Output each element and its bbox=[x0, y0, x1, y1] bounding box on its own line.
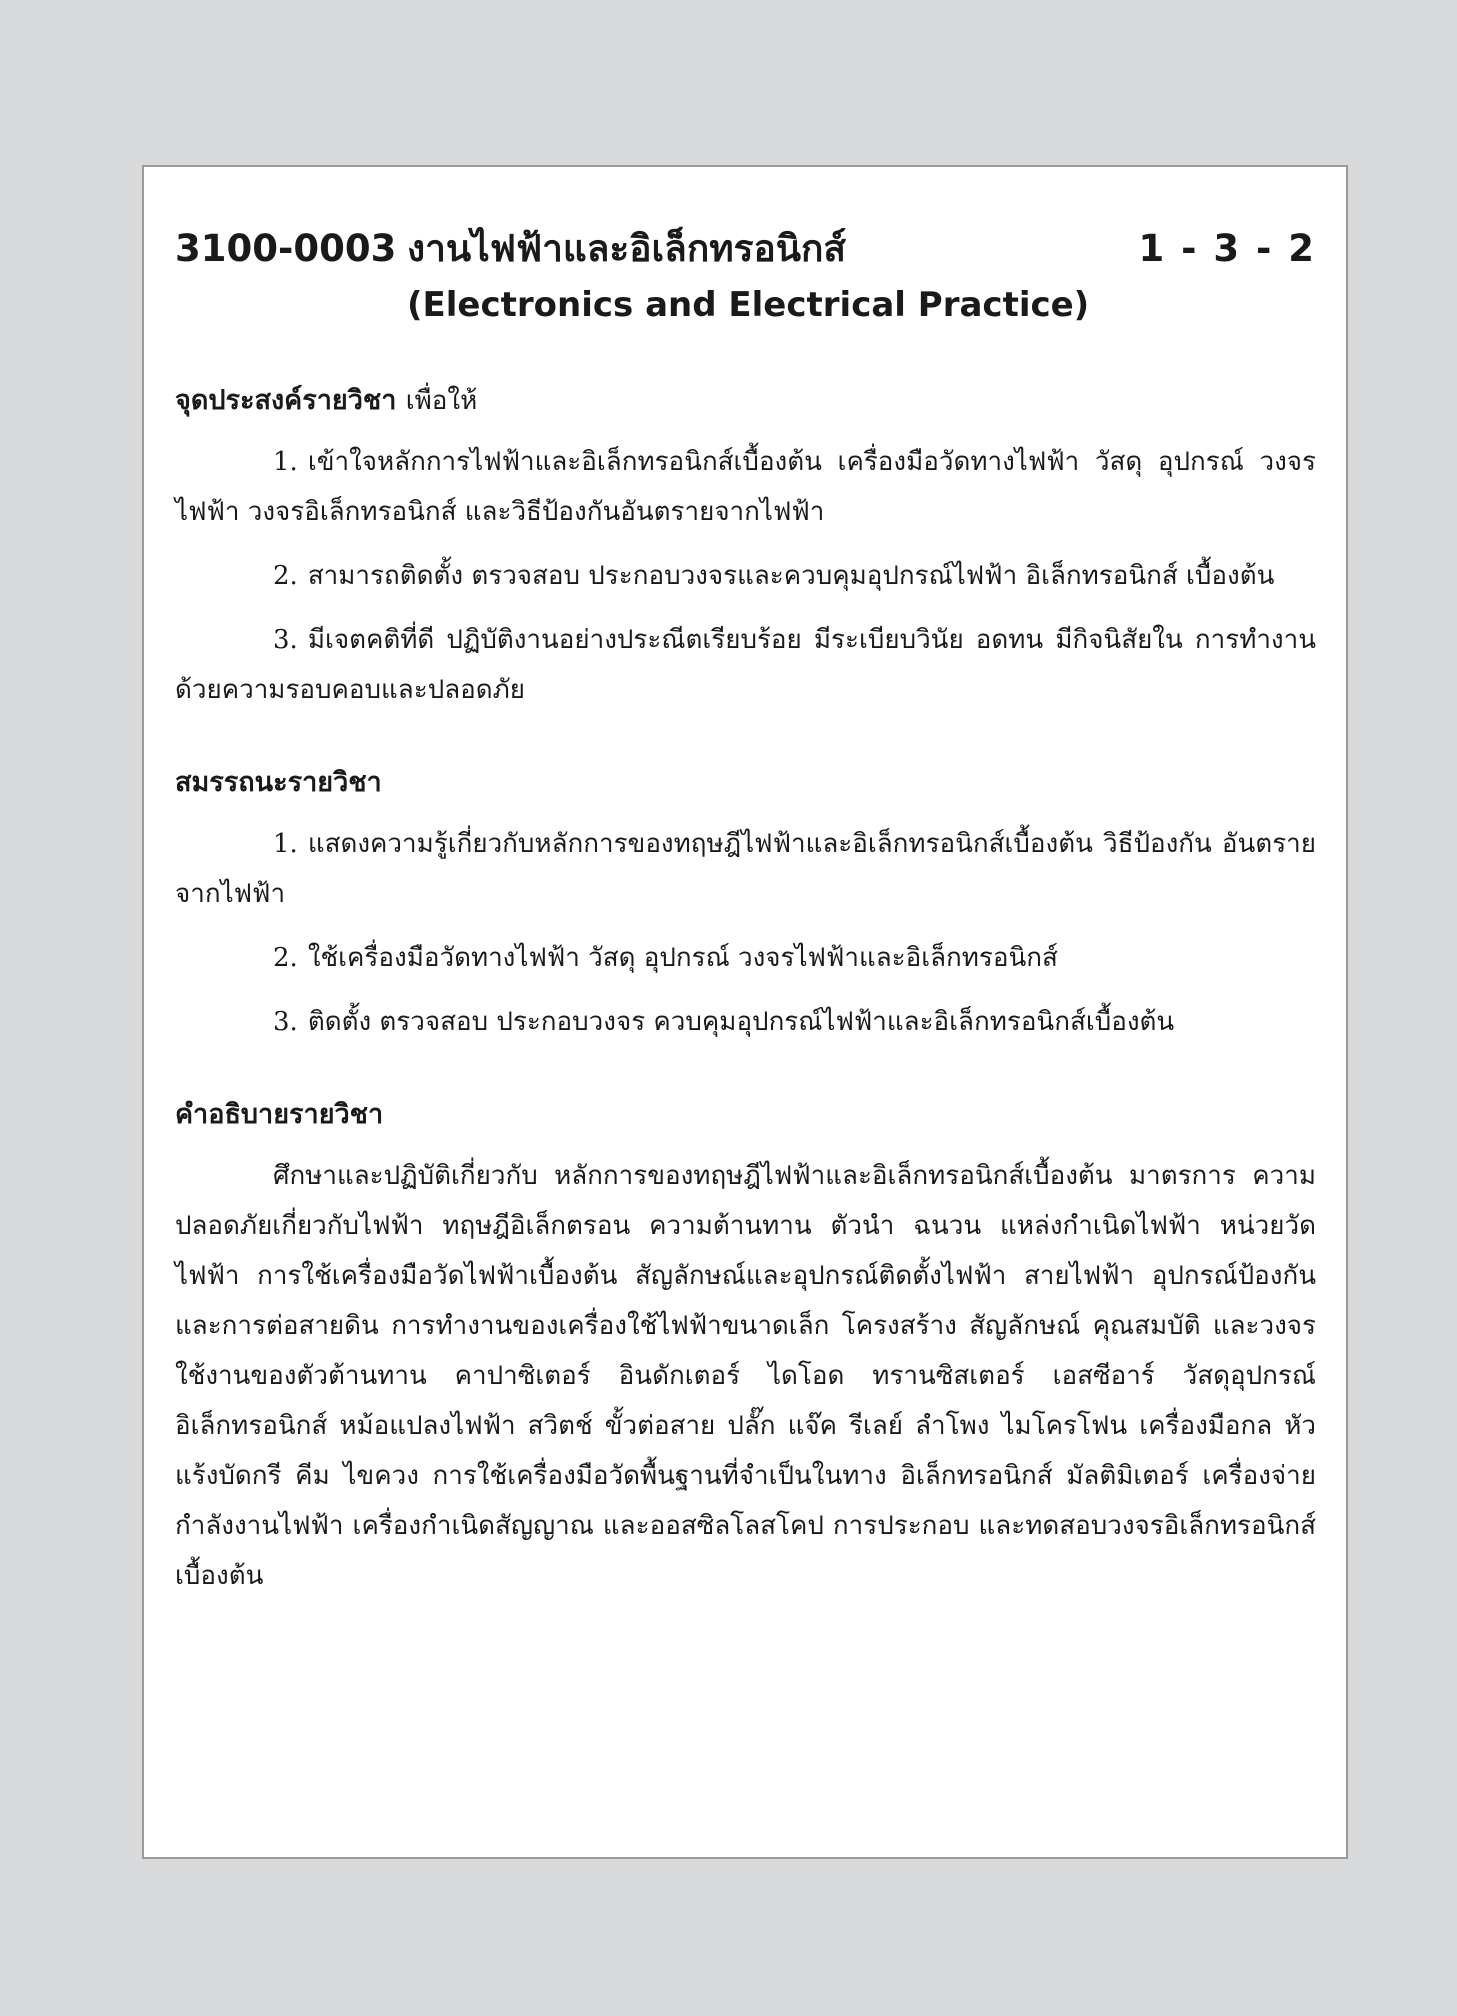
competency-item bbox=[175, 933, 1316, 983]
objective-item bbox=[175, 551, 1316, 601]
competency-text: ติดตั้ง ตรวจสอบ ประกอบวงจร ควบคุมอุปกรณ์ไฟฟ้าและอิเล็กทรอนิกส์เบื้องต้น bbox=[307, 1007, 1175, 1037]
objective-text: สามารถติดตั้ง ตรวจสอบ ประกอบวงจรและควบคุมอุปกรณ์ไฟฟ้า อิเล็กทรอนิกส์ เบื้องต้น bbox=[307, 561, 1275, 591]
objective-number: 3. bbox=[273, 625, 298, 655]
objectives-heading-suffix: เพื่อให้ bbox=[405, 386, 478, 416]
description-heading: คำอธิบายรายวิชา bbox=[175, 1099, 384, 1130]
competency-item bbox=[175, 819, 1316, 919]
description-section bbox=[175, 1095, 1316, 1601]
competency-text: แสดงความรู้เกี่ยวกับหลักการของทฤษฎีไฟฟ้าและอิเล็กทรอนิกส์เบื้องต้น วิธีป้องกัน อันตรายจากไฟฟ้า bbox=[175, 829, 1316, 909]
competency-text: ใช้เครื่องมือวัดทางไฟฟ้า วัสดุ อุปกรณ์ วงจรไฟฟ้าและอิเล็กทรอนิกส์ bbox=[307, 943, 1058, 973]
competencies-section bbox=[175, 763, 1316, 1047]
course-credits: 1 - 3 - 2 bbox=[1138, 227, 1316, 270]
competency-number: 3. bbox=[273, 1007, 298, 1037]
description-text: ศึกษาและปฏิบัติเกี่ยวกับ หลักการของทฤษฎีไฟฟ้าและอิเล็กทรอนิกส์เบื้องต้น มาตรการ ความปลอดภัยเกี่ยวกับไฟฟ้า ทฤษฎีอิเล็กตรอน ความต้านทาน ตัวนำ ฉนวน แหล่งกำเนิดไฟฟ้า หน่วยวัดไฟฟ้า การใช้เครื่องมือวัดไฟฟ้าเบื้องต้น สัญลักษณ์และอุปกรณ์ติดตั้งไฟฟ้า สายไฟฟ้า อุปกรณ์ป้องกันและการต่อสายดิน การทำงานของเครื่องใช้ไฟฟ้าขนาดเล็ก โครงสร้าง สัญลักษณ์ คุณสมบัติ และวงจรใช้งานของตัวต้านทาน คาปาซิเตอร์ อินดักเตอร์ ไดโอด ทรานซิสเตอร์ เอสซีอาร์ วัสดุอุปกรณ์อิเล็กทรอนิกส์ หม้อแปลงไฟฟ้า สวิตช์ ขั้วต่อสาย ปลั๊ก แจ๊ค รีเลย์ ลำโพง ไมโครโฟน เครื่องมือกล หัวแร้งบัดกรี คีม ไขควง การใช้เครื่องมือวัดพื้นฐานที่จำเป็นในทาง อิเล็กทรอนิกส์ มัลติมิเตอร์ เครื่องจ่ายกำลังงานไฟฟ้า เครื่องกำเนิดสัญญาณ และออสซิลโลสโคป การประกอบ และทดสอบวงจรอิเล็กทรอนิกส์เบื้องต้น bbox=[175, 1161, 1316, 1591]
objectives-section bbox=[175, 381, 1316, 715]
course-title-row bbox=[175, 219, 1316, 279]
objective-number: 2. bbox=[273, 561, 298, 591]
competency-number: 2. bbox=[273, 943, 298, 973]
course-title-english: (Electronics and Electrical Practice) bbox=[407, 285, 1090, 325]
course-page bbox=[142, 165, 1348, 1859]
course-code: 3100-0003 bbox=[175, 227, 397, 270]
objective-text: มีเจตคติที่ดี ปฏิบัติงานอย่างประณีตเรียบร้อย มีระเบียบวินัย อดทน มีกิจนิสัยใน การทำงานด้วยความรอบคอบและปลอดภัย bbox=[175, 625, 1316, 705]
objective-number: 1. bbox=[273, 447, 298, 477]
objective-text: เข้าใจหลักการไฟฟ้าและอิเล็กทรอนิกส์เบื้องต้น เครื่องมือวัดทางไฟฟ้า วัสดุ อุปกรณ์ วงจรไฟฟ้า วงจรอิเล็กทรอนิกส์ และวิธีป้องกันอันตรายจากไฟฟ้า bbox=[175, 447, 1316, 527]
competency-number: 1. bbox=[273, 829, 298, 859]
objective-item bbox=[175, 437, 1316, 537]
objectives-heading-text: จุดประสงค์รายวิชา bbox=[175, 385, 397, 416]
objective-item bbox=[175, 615, 1316, 715]
competency-item bbox=[175, 997, 1316, 1047]
competencies-heading: สมรรถนะรายวิชา bbox=[175, 767, 382, 798]
objectives-heading bbox=[175, 381, 1316, 421]
course-title-thai: งานไฟฟ้าและอิเล็กทรอนิกส์ bbox=[407, 227, 847, 270]
